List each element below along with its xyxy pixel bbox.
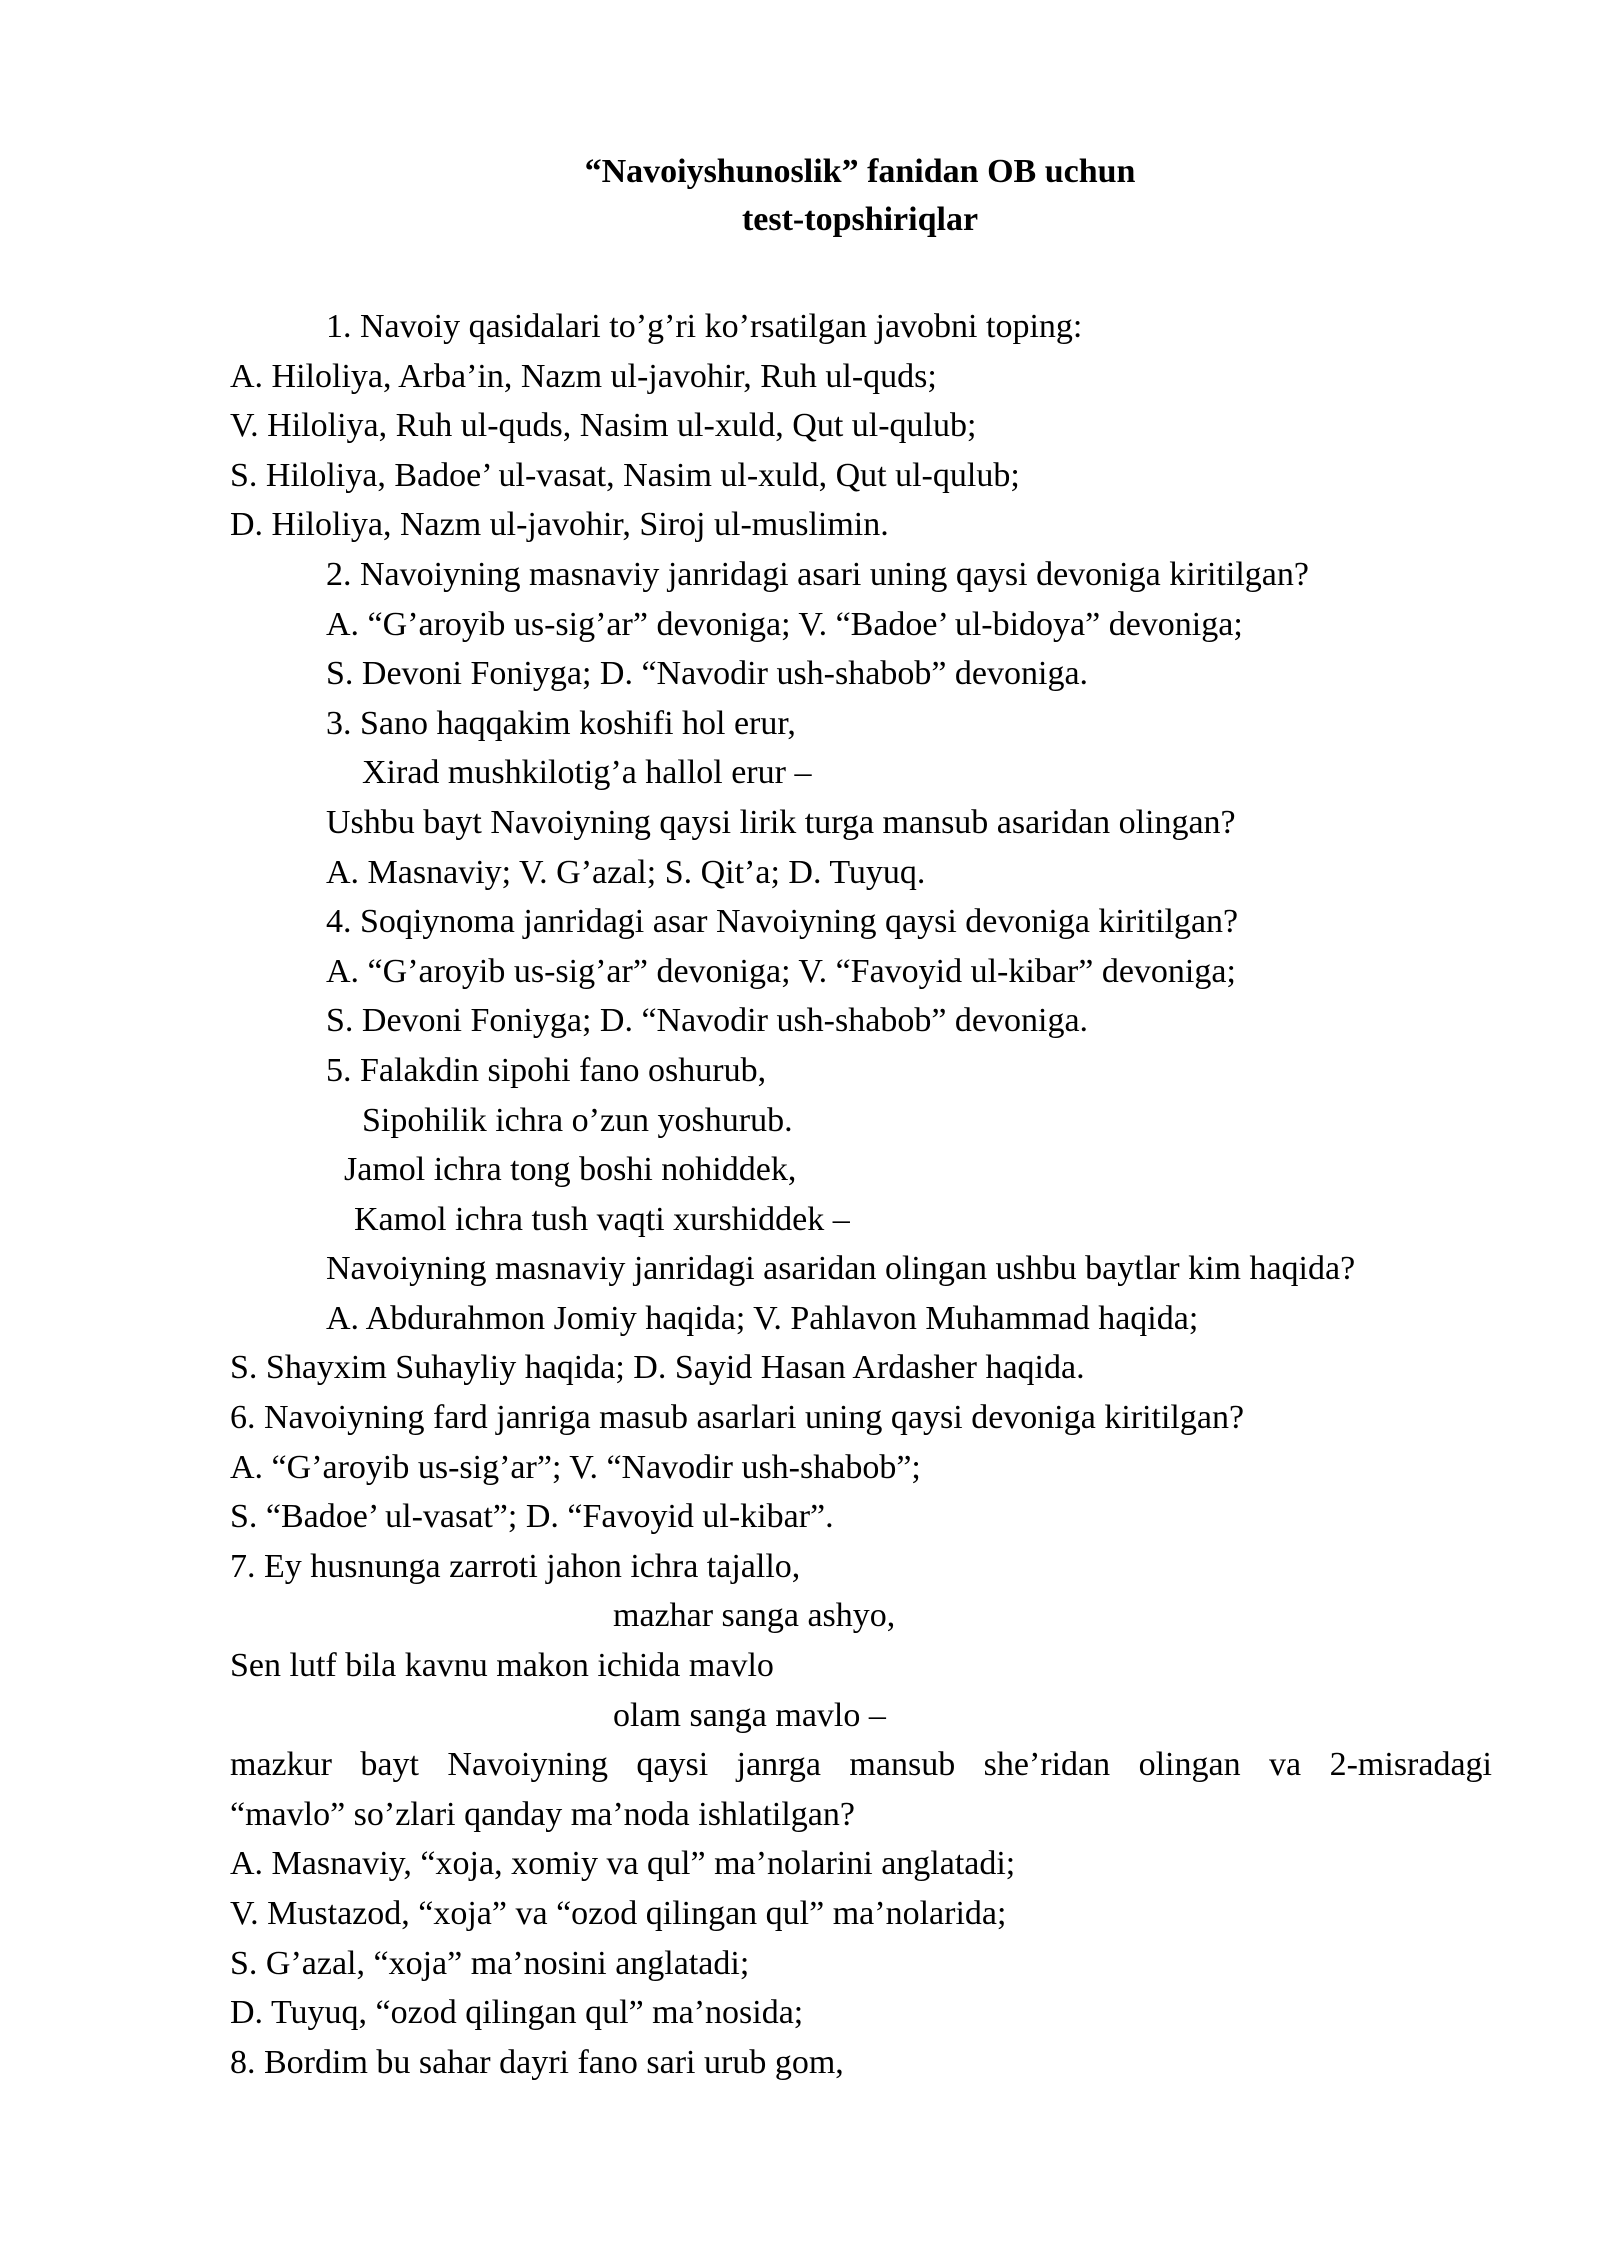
title-line-1: “Navoiyshunoslik” fanidan OB uchun <box>584 153 1136 190</box>
text-line: 5. Falakdin sipohi fano oshurub, <box>326 1051 767 1089</box>
text-line: Jamol ichra tong boshi nohiddek, <box>344 1151 797 1189</box>
document-title <box>0 148 1600 244</box>
text-line: 7. Ey husnunga zarroti jahon ichra tajallo, <box>230 1547 801 1585</box>
text-line: 6. Navoiyning fard janriga masub asarlari uning qaysi devoniga kiritilgan? <box>230 1399 1245 1437</box>
text-line: mazkur bayt Navoiyning qaysi janrga mansub she’ridan olingan va 2-misradagi <box>230 1746 1492 1784</box>
text-line: V. Hiloliya, Ruh ul-quds, Nasim ul-xuld, Qut ul-qulub; <box>230 407 977 445</box>
text-line: Sipohilik ichra o’zun yoshurub. <box>362 1101 793 1139</box>
text-line: S. “Badoe’ ul-vasat”; D. “Favoyid ul-kibar”. <box>230 1498 834 1536</box>
text-line: S. Shayxim Suhayliy haqida; D. Sayid Hasan Ardasher haqida. <box>230 1349 1085 1387</box>
text-line: S. G’azal, “xoja” ma’nosini anglatadi; <box>230 1944 750 1982</box>
text-line: A. Masnaviy, “xoja, xomiy va qul” ma’nolarini anglatadi; <box>230 1845 1016 1883</box>
text-line: A. “G’aroyib us-sig’ar” devoniga; V. “Badoe’ ul-bidoya” devoniga; <box>326 605 1243 643</box>
text-line: mazhar sanga ashyo, <box>613 1597 896 1635</box>
text-line: Kamol ichra tush vaqti xurshiddek – <box>354 1200 850 1238</box>
text-line: A. “G’aroyib us-sig’ar” devoniga; V. “Favoyid ul-kibar” devoniga; <box>326 952 1236 990</box>
title-line-2: test-topshiriqlar <box>741 201 979 238</box>
text-line: D. Hiloliya, Nazm ul-javohir, Siroj ul-muslimin. <box>230 506 889 544</box>
text-line: 1. Navoiy qasidalari to’g’ri ko’rsatilgan javobni toping: <box>326 308 1083 345</box>
text-line: Navoiyning masnaviy janridagi asaridan olingan ushbu baytlar kim haqida? <box>326 1250 1356 1288</box>
text-line: 3. Sano haqqakim koshifi hol erur, <box>326 704 796 742</box>
text-line: Xirad mushkilotig’a hallol erur – <box>362 754 812 792</box>
text-line: A. Hiloliya, Arba’in, Nazm ul-javohir, Ruh ul-quds; <box>230 357 937 395</box>
text-line: A. Abdurahmon Jomiy haqida; V. Pahlavon Muhammad haqida; <box>326 1299 1199 1337</box>
text-line: Ushbu bayt Navoiyning qaysi lirik turga mansub asaridan olingan? <box>326 803 1236 841</box>
text-line: 2. Navoiyning masnaviy janridagi asari uning qaysi devoniga kiritilgan? <box>326 555 1309 593</box>
text-line: “mavlo” so’zlari qanday ma’noda ishlatilgan? <box>230 1795 855 1833</box>
document-body <box>0 302 1600 2087</box>
text-line: A. Masnaviy; V. G’azal; S. Qit’a; D. Tuyuq. <box>326 853 926 891</box>
text-line: S. Devoni Foniyga; D. “Navodir ush-shabob” devoniga. <box>326 1002 1089 1040</box>
text-line: V. Mustazod, “xoja” va “ozod qilingan qul” ma’nolarida; <box>230 1895 1007 1932</box>
text-line: S. Hiloliya, Badoe’ ul-vasat, Nasim ul-xuld, Qut ul-qulub; <box>230 456 1020 494</box>
text-line: A. “G’aroyib us-sig’ar”; V. “Navodir ush-shabob”; <box>230 1448 921 1486</box>
text-line: olam sanga mavlo – <box>613 1696 886 1734</box>
text-line: S. Devoni Foniyga; D. “Navodir ush-shabob” devoniga. <box>326 655 1089 693</box>
text-line: 4. Soqiynoma janridagi asar Navoiyning qaysi devoniga kiritilgan? <box>326 903 1239 941</box>
text-line: 8. Bordim bu sahar dayri fano sari urub gom, <box>230 2043 844 2081</box>
text-line: D. Tuyuq, “ozod qilingan qul” ma’nosida; <box>230 1994 804 2032</box>
text-line: Sen lutf bila kavnu makon ichida mavlo <box>230 1647 774 1685</box>
